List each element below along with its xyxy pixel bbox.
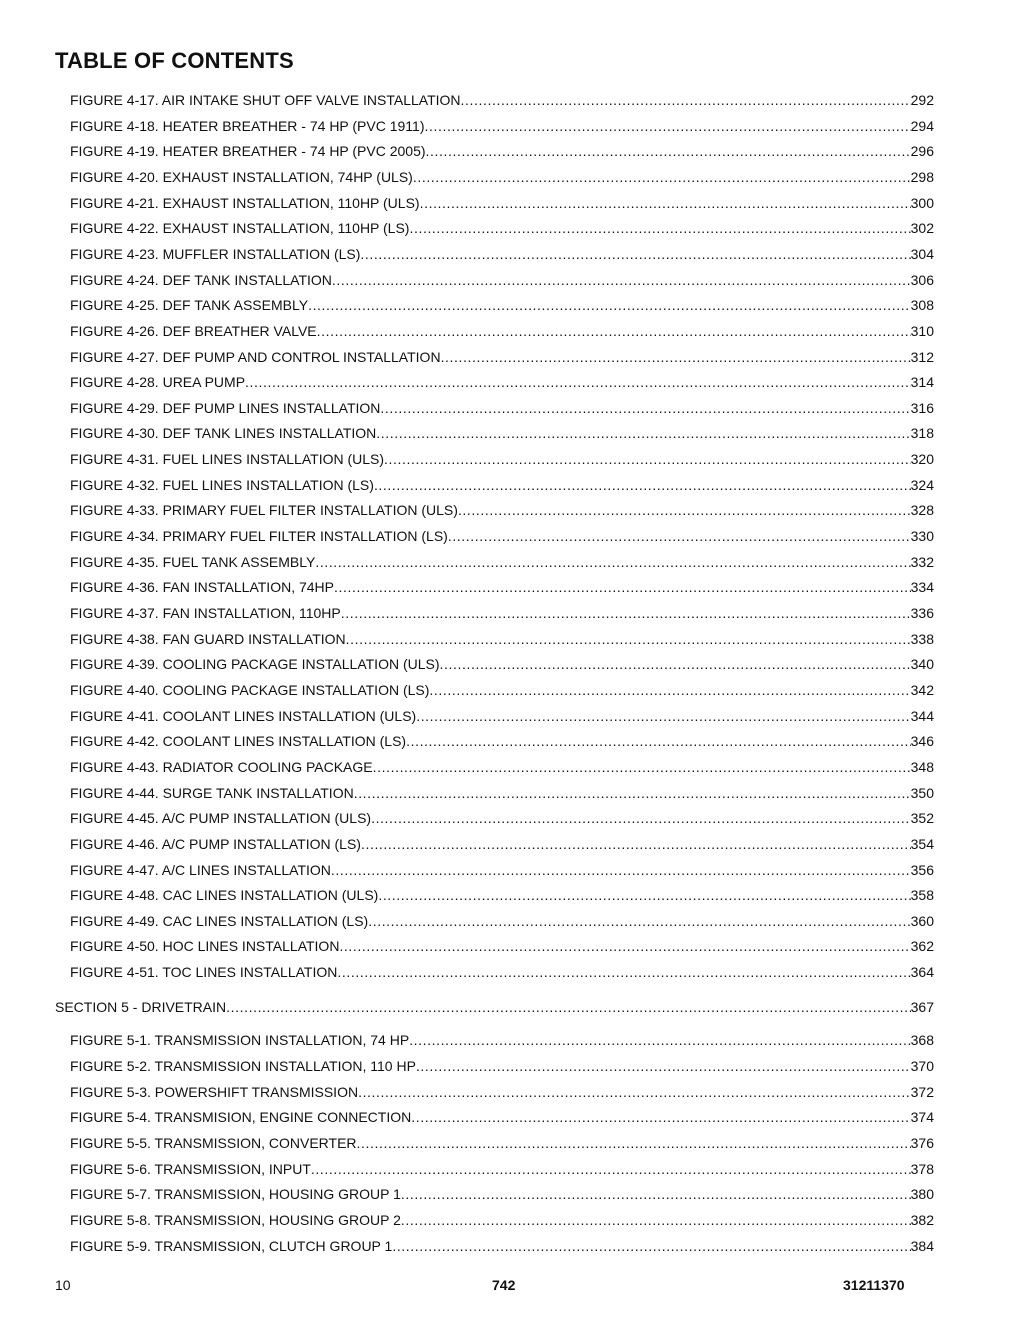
dot-leader [373,757,911,777]
dot-leader [341,603,911,623]
toc-entry-label: FIGURE 4-38. FAN GUARD INSTALLATION [70,630,346,647]
toc-entry-page: 320 [910,451,934,468]
toc-entry-page: 306 [910,271,934,288]
toc-entry-page: 350 [910,784,934,801]
toc-entry-page: 298 [910,168,934,185]
dot-leader [334,577,911,597]
dot-leader [368,911,910,931]
dot-leader [308,295,911,315]
toc-entry-label: FIGURE 5-2. TRANSMISSION INSTALLATION, 110 HP [70,1058,416,1074]
toc-entry-page: 356 [910,861,934,878]
footer-page-number: 10 [55,1277,71,1293]
toc-entry-label: FIGURE 5-6. TRANSMISSION, INPUT [70,1160,311,1177]
toc-figure-entry[interactable] [70,834,934,854]
toc-figure-entry[interactable] [70,500,934,520]
toc-entry-label: FIGURE 4-39. COOLING PACKAGE INSTALLATION (ULS) [70,656,440,673]
dot-leader [226,997,911,1017]
toc-entry-page: 318 [910,425,934,442]
toc-entry-page: 340 [910,656,934,673]
toc-entry-label: FIGURE 5-1. TRANSMISSION INSTALLATION, 74 HP [70,1032,410,1049]
toc-figure-entry[interactable] [70,218,934,238]
toc-entry-page: 300 [910,194,934,211]
dot-leader [416,1056,911,1076]
toc-figure-entry[interactable] [70,603,934,623]
toc-figure-entry[interactable] [70,808,934,828]
toc-figure-entry[interactable] [70,423,934,443]
toc-entry-label: FIGURE 4-30. DEF TANK LINES INSTALLATION [70,425,377,442]
toc-figure-entry[interactable] [70,860,934,880]
toc-figure-entry[interactable] [70,757,934,777]
toc-entry-page: 382 [910,1211,934,1228]
toc-figure-entry[interactable] [70,193,934,213]
toc-figure-entry[interactable] [70,90,934,110]
dot-leader [376,423,910,443]
toc-figure-entry[interactable] [70,1210,934,1230]
toc-entry-label: FIGURE 4-17. AIR INTAKE SHUT OFF VALVE INSTALLATION [70,92,461,108]
toc-figure-entry[interactable] [70,270,934,290]
toc-entry-label: FIGURE 4-36. FAN INSTALLATION, 74HP [70,579,334,596]
toc-entry-page: 368 [910,1032,934,1049]
toc-entry-page: 338 [910,630,934,647]
toc-entry-label: FIGURE 5-4. TRANSMISION, ENGINE CONNECTION [70,1109,412,1126]
toc-figure-entry[interactable] [70,1133,934,1153]
dot-leader [245,372,911,392]
toc-entry-page: 367 [910,998,934,1015]
toc-entry-page: 380 [910,1186,934,1203]
toc-entry-page: 324 [910,476,934,493]
toc-figure-entry[interactable] [70,680,934,700]
toc-entry-page: 328 [910,502,934,519]
toc-figure-entry[interactable] [70,783,934,803]
toc-figure-entry[interactable] [70,398,934,418]
toc-entry-page: 358 [910,887,934,904]
toc-entry-label: FIGURE 4-26. DEF BREATHER VALVE [70,322,317,339]
dot-leader [358,1082,911,1102]
toc-entry-page: 316 [910,399,934,416]
toc-entry-page: 334 [910,579,934,596]
toc-entry-label: FIGURE 4-18. HEATER BREATHER - 74 HP (PVC 1911) [70,117,425,134]
toc-entry-label: FIGURE 4-31. FUEL LINES INSTALLATION (ULS) [70,451,385,468]
dot-leader [429,680,910,700]
dot-leader [357,1133,911,1153]
dot-leader [401,1184,911,1204]
toc-entry-label: FIGURE 4-25. DEF TANK ASSEMBLY [70,297,309,314]
toc-entry-page: 302 [910,220,934,237]
toc-entry-page: 304 [910,245,934,262]
toc-entry-label: FIGURE 4-21. EXHAUST INSTALLATION, 110HP (ULS) [70,194,420,211]
toc-entry-label: FIGURE 4-51. TOC LINES INSTALLATION [70,964,338,981]
toc-figure-entry[interactable] [70,1030,934,1050]
toc-figure-entry[interactable] [70,885,934,905]
toc-entry-label: FIGURE 4-19. HEATER BREATHER - 74 HP (PVC 2005) [70,143,426,160]
dot-leader [440,654,911,674]
toc-entry-page: 376 [910,1135,934,1151]
toc-figure-entry[interactable] [70,552,934,572]
footer-document-number: 31211370 [843,1277,905,1293]
dot-leader [360,244,910,264]
toc-entry-label: FIGURE 4-34. PRIMARY FUEL FILTER INSTALLATION (LS) [70,528,448,544]
toc-entry-label: FIGURE 4-46. A/C PUMP INSTALLATION (LS) [70,835,361,852]
dot-leader [339,936,910,956]
toc-entry-label: FIGURE 5-5. TRANSMISSION, CONVERTER [70,1135,357,1151]
toc-figure-entry[interactable] [70,1236,934,1256]
toc-entry-label: FIGURE 4-20. EXHAUST INSTALLATION, 74HP (ULS) [70,168,413,185]
toc-section-entry[interactable] [55,997,934,1017]
dot-leader [401,1210,911,1230]
toc-entry-page: 364 [910,964,934,981]
toc-figure-entry[interactable] [70,731,934,751]
toc-entry-label: SECTION 5 - DRIVETRAIN [55,998,227,1015]
toc-entry-page: 332 [910,553,934,570]
toc-entry-label: FIGURE 4-24. DEF TANK INSTALLATION [70,271,332,288]
toc-entry-label: FIGURE 4-43. RADIATOR COOLING PACKAGE [70,758,373,775]
toc-entry-label: FIGURE 5-8. TRANSMISSION, HOUSING GROUP 2 [70,1211,401,1228]
dot-leader [384,449,911,469]
toc-entry-label: FIGURE 4-50. HOC LINES INSTALLATION [70,938,340,955]
dot-leader [409,1030,910,1050]
dot-leader [411,1107,910,1127]
toc-entry-label: FIGURE 4-35. FUEL TANK ASSEMBLY [70,553,316,570]
toc-figure-entry[interactable] [70,244,934,264]
toc-figure-entry[interactable] [70,347,934,367]
toc-entry-page: 336 [910,605,934,621]
toc-entry-page: 362 [910,938,934,955]
toc-figure-entry[interactable] [70,1159,934,1179]
toc-entry-page: 294 [910,117,934,134]
page-title: TABLE OF CONTENTS [55,48,294,73]
toc-entry-page: 378 [910,1160,934,1177]
toc-entry-label: FIGURE 4-41. COOLANT LINES INSTALLATION (ULS) [70,707,417,724]
toc-entry-page: 330 [910,528,934,544]
toc-figure-entry[interactable] [70,654,934,674]
toc-entry-page: 310 [910,322,934,339]
toc-entry-page: 292 [910,92,934,108]
toc-figure-entry[interactable] [70,629,934,649]
toc-entry-label: FIGURE 5-7. TRANSMISSION, HOUSING GROUP 1 [70,1186,401,1203]
toc-entry-label: FIGURE 4-48. CAC LINES INSTALLATION (ULS) [70,887,379,904]
dot-leader [311,1159,911,1179]
dot-leader [425,116,911,136]
toc-figure-entry[interactable] [70,295,934,315]
toc-figure-entry[interactable] [70,526,934,546]
toc-figure-entry[interactable] [70,321,934,341]
toc-entry-label: FIGURE 4-47. A/C LINES INSTALLATION [70,861,331,878]
toc-entry-page: 374 [910,1109,934,1126]
toc-entry-page: 344 [910,707,934,724]
dot-leader [332,270,911,290]
dot-leader [378,885,910,905]
dot-leader [420,193,911,213]
dot-leader [461,90,911,110]
toc-entry-label: FIGURE 4-45. A/C PUMP INSTALLATION (ULS) [70,810,372,827]
toc-entry-page: 370 [910,1058,934,1074]
dot-leader [346,629,911,649]
toc-entry-page: 384 [910,1237,934,1254]
toc-figure-entry[interactable] [70,449,934,469]
toc-figure-entry[interactable] [70,1184,934,1204]
dot-leader [331,860,911,880]
dot-leader [416,706,910,726]
toc-entry-label: FIGURE 4-28. UREA PUMP [70,374,246,391]
toc-entry-label: FIGURE 4-44. SURGE TANK INSTALLATION [70,784,354,801]
toc-figure-entry[interactable] [70,475,934,495]
toc-entry-page: 352 [910,810,934,827]
toc-entry-page: 360 [910,912,934,929]
toc-entry-label: FIGURE 5-3. POWERSHIFT TRANSMISSION [70,1083,359,1100]
dot-leader [315,552,910,572]
toc-figure-entry[interactable] [70,911,934,931]
dot-leader [374,475,911,495]
dot-leader [448,526,911,546]
dot-leader [392,1236,910,1256]
footer-center-number: 742 [492,1277,516,1293]
dot-leader [361,834,911,854]
toc-entry-label: FIGURE 4-29. DEF PUMP LINES INSTALLATION [70,399,381,416]
toc-figure-entry[interactable] [70,1107,934,1127]
toc-entry-label: FIGURE 4-49. CAC LINES INSTALLATION (LS) [70,912,369,929]
toc-entry-label: FIGURE 4-32. FUEL LINES INSTALLATION (LS) [70,476,374,493]
toc-figure-entry[interactable] [70,706,934,726]
toc-figure-entry[interactable] [70,141,934,161]
toc-entry-page: 348 [910,758,934,775]
toc-figure-entry[interactable] [70,1082,934,1102]
dot-leader [409,218,910,238]
toc-entry-page: 346 [910,733,934,750]
dot-leader [458,500,911,520]
toc-figure-entry[interactable] [70,372,934,392]
dot-leader [337,962,910,982]
toc-figure-entry[interactable] [70,1056,934,1076]
toc-figure-entry[interactable] [70,936,934,956]
dot-leader [406,731,911,751]
toc-entry-page: 342 [910,681,934,698]
dot-leader [413,167,911,187]
toc-entry-label: FIGURE 4-23. MUFFLER INSTALLATION (LS) [70,245,361,262]
toc-entry-label: FIGURE 4-33. PRIMARY FUEL FILTER INSTALLATION (ULS) [70,502,458,519]
toc-figure-entry[interactable] [70,577,934,597]
toc-entry-page: 314 [910,374,934,391]
toc-entry-page: 296 [910,143,934,160]
toc-figure-entry[interactable] [70,167,934,187]
toc-figure-entry[interactable] [70,962,934,982]
toc-entry-label: FIGURE 4-27. DEF PUMP AND CONTROL INSTALLATION [70,348,441,365]
toc-entry-label: FIGURE 4-37. FAN INSTALLATION, 110HP [70,605,341,621]
toc-entry-page: 354 [910,835,934,852]
toc-entry-label: FIGURE 4-42. COOLANT LINES INSTALLATION (LS) [70,733,407,750]
dot-leader [441,347,911,367]
toc-entry-page: 308 [910,297,934,314]
toc-entry-label: FIGURE 4-22. EXHAUST INSTALLATION, 110HP (LS) [70,220,410,237]
toc-entry-page: 372 [910,1083,934,1100]
toc-entry-page: 312 [910,348,934,365]
dot-leader [380,398,910,418]
dot-leader [426,141,911,161]
toc-entry-label: FIGURE 4-40. COOLING PACKAGE INSTALLATION (LS) [70,681,430,698]
toc-entry-label: FIGURE 5-9. TRANSMISSION, CLUTCH GROUP 1 [70,1237,393,1254]
toc-figure-entry[interactable] [70,116,934,136]
dot-leader [371,808,911,828]
dot-leader [317,321,911,341]
dot-leader [354,783,911,803]
